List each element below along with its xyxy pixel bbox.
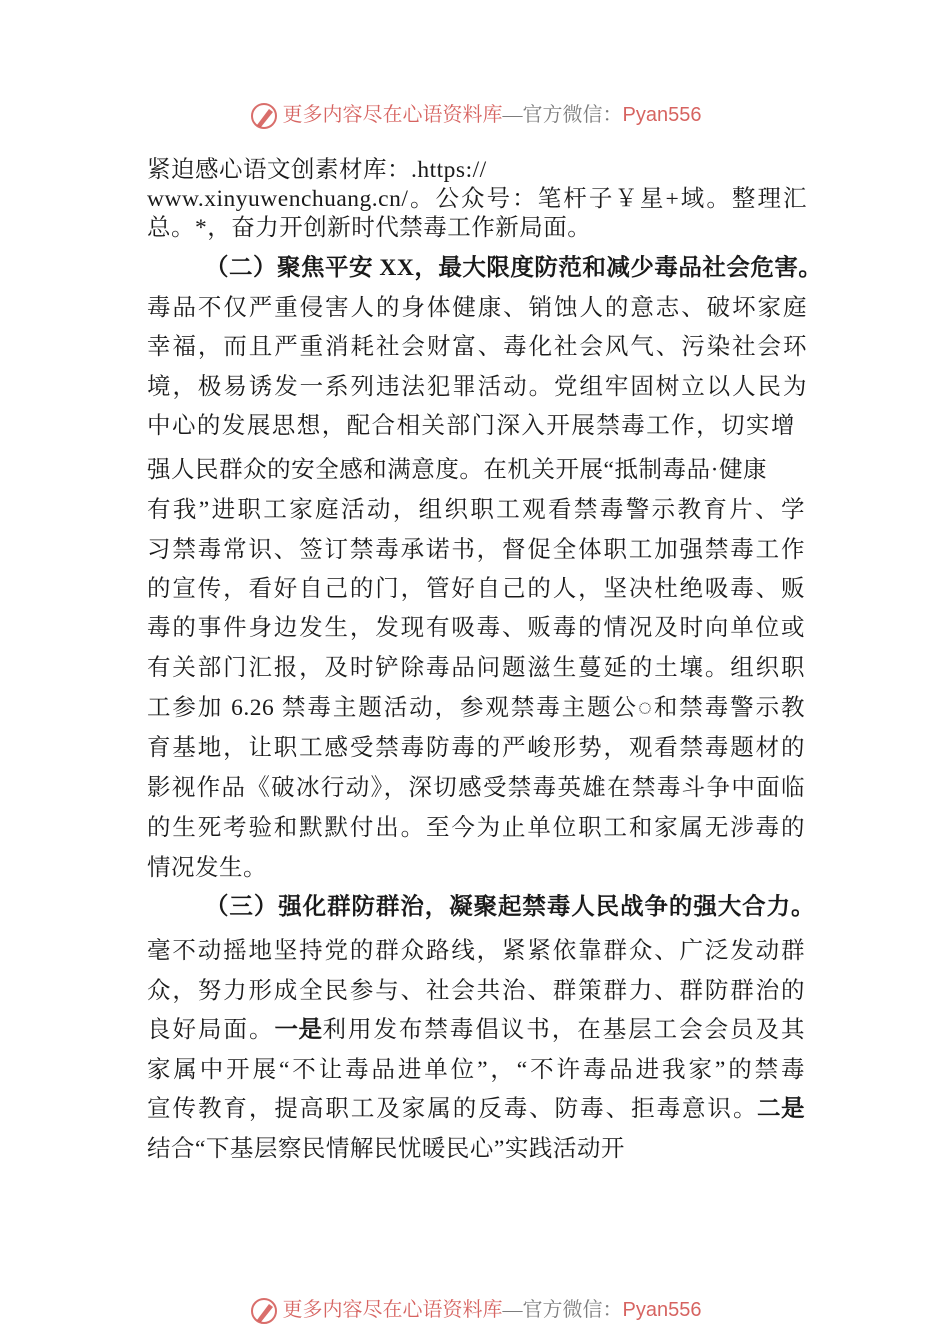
text-line: 宣传教育，提高职工及家属的反毒、防毒、拒毒意识。 二是 [147,1096,805,1122]
text-line: 毫不动摇地坚持党的群众路线，紧紧依靠群众、广泛发动群 [147,938,805,964]
text-line: 总。*，奋力开创新时代禁毒工作新局面。 [147,215,592,241]
text-line: 影视作品《破冰行动》，深切感受禁毒英雄在禁毒斗争中面临 [147,775,805,801]
text-line: 毒的事件身边发生，发现有吸毒、贩毒的情况及时向单位或 [147,615,805,641]
text-line: 良好局面。 一是 利用发布禁毒倡议书，在基层工会会员及其 [147,1017,805,1043]
footer-watermark: 更多内容尽在心语资料库—官方微信：Pyan556 [0,1295,950,1325]
text-line: 幸福，而且严重消耗社会财富、毒化社会风气、污染社会环 [147,334,807,360]
text-line: 有关部门汇报，及时铲除毒品问题滋生蔓延的土壤。组织职 [147,655,805,681]
pen-logo-icon [249,1296,279,1326]
text-line: www.xinyuwenchuang.cn/。公众号：笔杆子￥星+域。整理汇 [147,186,807,212]
text-line: 的生死考验和默默付出。至今为止单位职工和家属无涉毒的 [147,815,805,841]
text-line: 结合“下基层察民情解民忧暖民心”实践活动开 [147,1136,625,1162]
text-line: 中心的发展思想，配合相关部门深入开展禁毒工作，切实增 [147,413,795,439]
text-line: 家属中开展“不让毒品进单位”，“不许毒品进我家”的禁毒 [147,1057,805,1083]
text-line: 众，努力形成全民参与、社会共治、群策群力、群防群治的 [147,978,805,1004]
section-heading-2: （二）聚焦平安 XX，最大限度防范和减少毒品社会危害。 [205,255,823,281]
header-watermark: 更多内容尽在心语资料库—官方微信：Pyan556 [0,100,950,130]
text-line: 紧迫感心语文创素材库：.https:// [147,157,487,183]
text-line: 强人民群众的安全感和满意度。在机关开展“抵制毒品·健康 [147,457,767,483]
text-line: 情况发生。 [147,855,267,881]
text-line: 的宣传，看好自己的门，管好自己的人，坚决杜绝吸毒、贩 [147,576,805,602]
text-line: 有我”进职工家庭活动，组织职工观看禁毒警示教育片、学 [147,497,805,523]
text-line: 毒品不仅严重侵害人的身体健康、销蚀人的意志、破坏家庭 [147,295,807,321]
text-line: 境，极易诱发一系列违法犯罪活动。党组牢固树立以人民为 [147,374,807,400]
text-line: 工参加 6.26 禁毒主题活动，参观禁毒主题公◌和禁毒警示教 [147,695,805,721]
section-heading-3: （三）强化群防群治，凝聚起禁毒人民战争的强大合力。 [205,894,815,920]
text-line: 育基地，让职工感受禁毒防毒的严峻形势，观看禁毒题材的 [147,735,805,761]
pen-logo-icon [249,101,279,131]
text-line: 习禁毒常识、签订禁毒承诺书，督促全体职工加强禁毒工作 [147,537,805,563]
